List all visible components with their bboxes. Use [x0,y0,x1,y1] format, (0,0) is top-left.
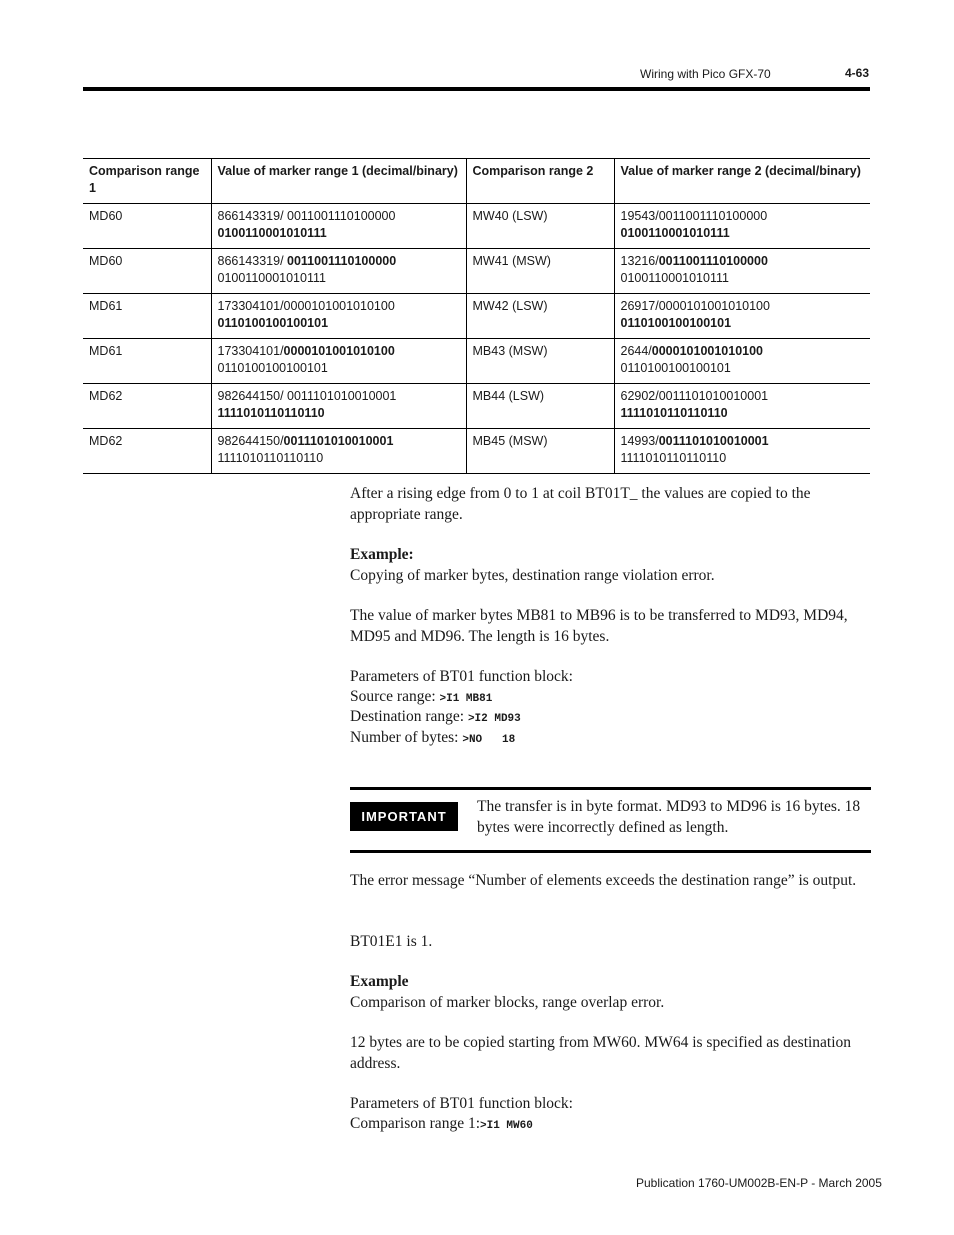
marker-range-1-value-cell [211,384,466,429]
example-heading: Example: [350,546,414,563]
comparison-range-2-cell [466,294,614,339]
destination-range-label: Destination range: [350,708,468,725]
value-bold: 0000101001010100 [283,344,395,358]
value-line2: 0110100100100101 [217,361,328,375]
parameters-heading: Parameters of BT01 function block: [350,668,573,685]
table-row [83,429,870,474]
value-bold: 0011001110100000 [287,254,397,268]
important-text: The transfer is in byte format. MD93 to MD96 is 16 bytes. 18 bytes were incorrectly defined as length. [477,798,861,836]
destination-range-code: >I2 MD93 [467,713,521,725]
marker-range-2-value-cell [614,384,870,429]
table-row [83,249,870,294]
rising-edge-paragraph: After a rising edge from 0 to 1 at coil BT01T_ the values are copied to the appropriate range. [350,485,811,523]
source-range-code: >I1 MB81 [439,693,493,705]
value-line2: 0100110001010111 [620,271,729,285]
example2-heading: Example [350,973,409,990]
marker-range-2-value-cell [614,249,870,294]
comparison-range-1-cell [83,384,211,429]
cell-text: MD62 [89,389,123,403]
value-prefix: 13216/ [620,254,659,268]
value-prefix: 62902/0011101010010001 [620,389,769,403]
example-intro: Copying of marker bytes, destination range violation error. [350,567,715,584]
value-bold: 0011101010010001 [283,434,394,448]
bt01e1-paragraph: BT01E1 is 1. [350,933,433,950]
example2-intro: Comparison of marker blocks, range overlap error. [350,994,665,1011]
marker-range-2-value-cell [614,294,870,339]
value-prefix: 2644/ [620,344,652,358]
value-bold: 0011101010010001 [658,434,769,448]
cell-text: MD62 [89,434,123,448]
cell-text: MW41 (MSW) [472,254,551,268]
comparison-range-line [350,1114,870,1137]
cell-text: MD60 [89,209,123,223]
value-prefix: 19543/0011001110100000 [620,209,768,223]
example2-description: 12 bytes are to be copied starting from MW60. MW64 is specified as destination address. [350,1034,852,1072]
value-prefix: 866143319/ 0011001110100000 [217,209,396,223]
comparison-range-1-cell [83,204,211,249]
source-range-label: Source range: [350,688,440,705]
comparison-range-1-cell [83,339,211,384]
value-prefix: 982644150/ 0011101010010001 [217,389,397,403]
header-title: Wiring with Pico GFX-70 [640,67,771,81]
marker-range-1-value-cell [211,249,466,294]
marker-range-1-value-cell [211,294,466,339]
table-row [83,204,870,249]
cell-text: MB43 (MSW) [472,344,548,358]
comparison-range-2-cell [466,204,614,249]
important-bottom-rule [350,850,871,853]
comparison-range-1-cell [83,429,211,474]
number-of-bytes-line [350,728,870,751]
marker-range-1-value-cell [211,429,466,474]
table-row [83,339,870,384]
comparison-range-2-cell [466,339,614,384]
marker-range-2-value-cell [614,339,870,384]
error-message-paragraph: The error message “Number of elements exceeds the destination range” is output. [350,872,857,889]
column-header: Value of marker range 1 (decimal/binary) [211,159,466,204]
example-description: The value of marker bytes MB81 to MB96 is to be transferred to MD93, MD94, MD95 and MD96. The length is 16 bytes. [350,607,848,645]
marker-range-2-value-cell [614,204,870,249]
comparison-range-1-cell [83,294,211,339]
value-bold: 0000101001010100 [651,344,764,358]
cell-text: MB44 (LSW) [472,389,545,403]
comparison-range-2-cell [466,249,614,294]
table-row [83,294,870,339]
value-prefix: 26917/0000101001010100 [620,299,770,313]
value-line2: 1111010110110110 [620,406,728,420]
value-line2: 0110100100100101 [620,316,732,330]
value-prefix: 173304101/0000101001010100 [217,299,395,313]
comparison-range-label: Comparison range 1: [350,1115,481,1132]
marker-range-2-value-cell [614,429,870,474]
marker-range-1-value-cell [211,339,466,384]
value-prefix: 173304101/ [217,344,284,358]
important-top-rule [350,787,871,790]
comparison-table [83,158,870,474]
value-line2: 1111010110110110 [217,406,325,420]
table-row [83,384,870,429]
table-header-row [83,159,870,204]
value-line2: 1111010110110110 [620,451,727,465]
comparison-range-2-cell [466,429,614,474]
column-header: Comparison range 1 [83,159,211,204]
value-prefix: 982644150/ [217,434,284,448]
page-number: 4-63 [845,66,870,80]
cell-text: MB45 (MSW) [472,434,548,448]
number-of-bytes-code: >NO 18 [462,734,516,746]
comparison-range-1-cell [83,249,211,294]
number-of-bytes-label: Number of bytes: [350,729,463,746]
value-bold: 0011001110100000 [658,254,768,268]
comparison-range-code: >I1 MW60 [480,1120,533,1132]
column-header: Comparison range 2 [466,159,614,204]
value-line2: 0110100100100101 [217,316,329,330]
value-prefix: 14993/ [620,434,659,448]
header-rule [83,87,870,91]
value-line2: 0100110001010111 [217,226,327,240]
cell-text: MW40 (LSW) [472,209,548,223]
value-prefix: 866143319/ [217,254,288,268]
value-line2: 0100110001010111 [620,226,730,240]
value-line2: 0100110001010111 [217,271,326,285]
cell-text: MD60 [89,254,123,268]
marker-range-1-value-cell [211,204,466,249]
destination-range-line [350,707,870,730]
comparison-range-2-cell [466,384,614,429]
cell-text: MD61 [89,344,123,358]
value-line2: 1111010110110110 [217,451,324,465]
value-line2: 0110100100100101 [620,361,731,375]
cell-text: MW42 (LSW) [472,299,548,313]
cell-text: MD61 [89,299,123,313]
footer-publication: Publication 1760-UM002B-EN-P - March 2005 [636,1176,882,1190]
parameters2-heading: Parameters of BT01 function block: [350,1095,573,1112]
important-badge: IMPORTANT [350,802,458,831]
column-header: Value of marker range 2 (decimal/binary) [614,159,870,204]
